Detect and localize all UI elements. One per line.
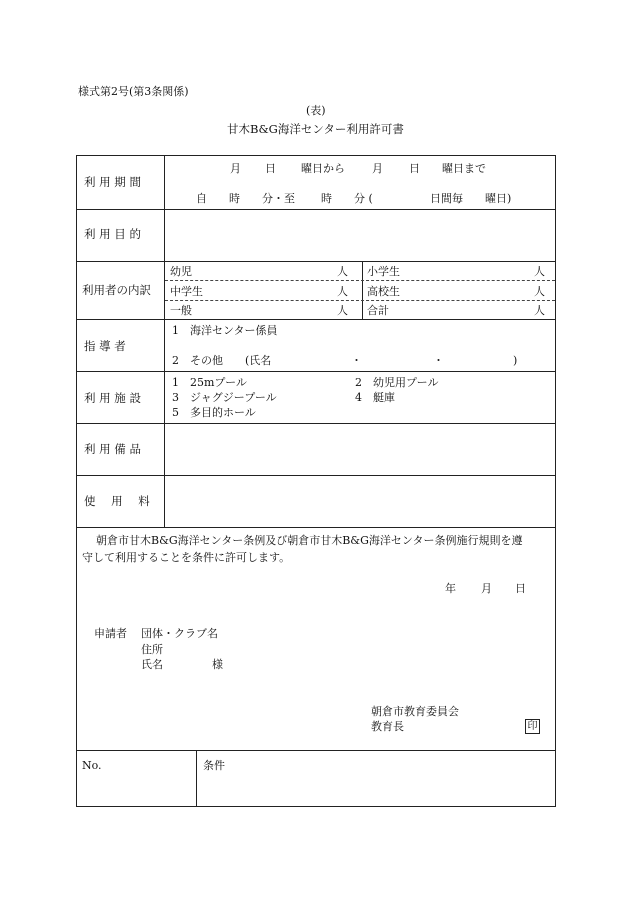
fee-label: 使 用 料: [84, 494, 150, 508]
breakdown-general: 一般: [170, 304, 192, 317]
no-label: No.: [82, 759, 102, 772]
breakdown-elementary: 小学生: [367, 265, 400, 278]
conditions-label: 条件: [203, 759, 225, 772]
issuer-title: 教育長: [371, 720, 404, 733]
applicant-label: 申請者: [94, 627, 127, 640]
equipment-label: 利 用 備 品: [84, 442, 141, 456]
purpose-label: 利 用 目 的: [84, 227, 141, 241]
facility-kids-pool: 2 幼児用プール: [355, 376, 439, 389]
facility-jacuzzi-pool: 3 ジャグジープール: [172, 391, 277, 404]
leader-option-other: 2 その他 (氏名: [172, 354, 272, 367]
leader-label: 指 導 者: [84, 339, 126, 353]
honorific: 様: [212, 658, 223, 671]
breakdown-toddler: 幼児: [170, 265, 192, 278]
breakdown-label: 利用者の内訳: [82, 283, 151, 297]
breakdown-high-school: 高校生: [367, 285, 400, 298]
address-label: 住所: [141, 643, 163, 656]
group-name-label: 団体・クラブ名: [141, 627, 218, 640]
side-label: (表): [306, 104, 326, 117]
permission-text-line-1: 朝倉市甘木B&G海洋センター条例及び朝倉市甘木B&G海洋センター条例施行規則を遵: [96, 534, 523, 547]
form-title: 甘木B&G海洋センター利用許可書: [227, 122, 404, 136]
form-number: 様式第2号(第3条関係): [78, 85, 189, 98]
seal-mark: 印: [525, 719, 540, 734]
facility-multipurpose-hall: 5 多目的ホール: [172, 406, 256, 419]
name-label: 氏名: [141, 658, 163, 671]
period-label: 利 用 期 間: [84, 175, 141, 189]
breakdown-total: 合計: [367, 304, 389, 317]
leader-option-staff: 1 海洋センター係員: [172, 324, 278, 337]
breakdown-junior-high: 中学生: [170, 285, 203, 298]
facilities-label: 利 用 施 設: [84, 391, 141, 405]
facility-pool-25m: 1 25mプール: [172, 376, 247, 389]
permission-text-line-2: 守して利用することを条件に許可します。: [82, 551, 291, 564]
issuer-organization: 朝倉市教育委員会: [371, 705, 459, 718]
facility-boathouse: 4 艇庫: [355, 391, 395, 404]
